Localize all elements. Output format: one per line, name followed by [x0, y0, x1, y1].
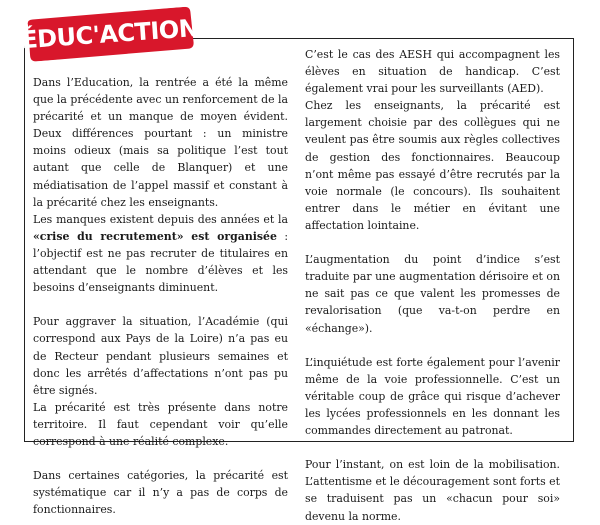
paragraph-gap	[305, 439, 560, 456]
paragraph: C’est le cas des AESH qui accompagnent les élèves en situation de handicap. C’est également vrai pour les surveillants (AED).	[305, 48, 560, 96]
right-column	[305, 46, 560, 525]
paragraph	[33, 211, 288, 296]
paragraph-text: : l’objectif est ne pas recruter de titulaires en attendant que le nombre d’élèves et les besoins d’enseignants diminuent.	[33, 229, 288, 295]
badge-label: ÉDUC'ACTION	[20, 13, 200, 55]
paragraph: La précarité est très présente dans notre territoire. Il faut cependant voir qu’elle correspond à une réalité complexe.	[33, 400, 288, 448]
paragraph: Pour l’instant, on est loin de la mobilisation. L’attentisme et le découragement sont forts et se traduisent pas un «chacun pour soi» devenu la norme.	[305, 458, 561, 523]
paragraph: Dans certaines catégories, la précarité est systématique car il n’y a pas de corps de fonctionnaires.	[33, 469, 288, 517]
paragraph: Dans l’Education, la rentrée a été la même que la précédente avec un renforcement de la précarité et un manque de moyen évident. Deux différences pourtant : un ministre moins odieux (mais sa politique l’est tout autant que celle de Blanquer) et une médiatisation de l’appel massif et constant à la précarité chez les enseignants.	[33, 76, 288, 209]
paragraph-gap	[305, 337, 560, 354]
paragraph: Chez les enseignants, la précarité est largement choisie par des collègues qui ne veulent pas être soumis aux règles collectives de gestion des fonctionnaires. Beaucoup n’ont même pas essayé d’être recrutés par la voie normale (le concours). Ils souhaitent entrer dans le métier en évitant une affectation lointaine.	[305, 99, 560, 232]
paragraph: L’augmentation du point d’indice s’est traduite par une augmentation dérisoire et on ne sait pas ce que valent les promesses de revalorisation (que va-t-on perdre en «échange»).	[305, 253, 560, 335]
paragraph-gap	[33, 296, 288, 313]
paragraph-text: Les manques existent depuis des années et la	[33, 212, 288, 226]
paragraph: L’inquiétude est forte également pour l’avenir même de la voie professionnelle. C’est un véritable coup de grâce qui risque d’achever les lycées professionnels en les donnant les commandes directement au patronat.	[305, 355, 560, 438]
paragraph: Pour aggraver la situation, l’Académie (qui correspond aux Pays de la Loire) n’a pas eu de Recteur pendant plusieurs semaines et donc les arrêtés d’affectations n’ont pas pu être signés.	[33, 315, 288, 397]
left-column	[33, 74, 288, 518]
paragraph-gap	[305, 234, 560, 251]
paragraph-gap	[33, 450, 288, 467]
emphasis-text: «crise du recrutement» est organisée	[33, 229, 277, 243]
